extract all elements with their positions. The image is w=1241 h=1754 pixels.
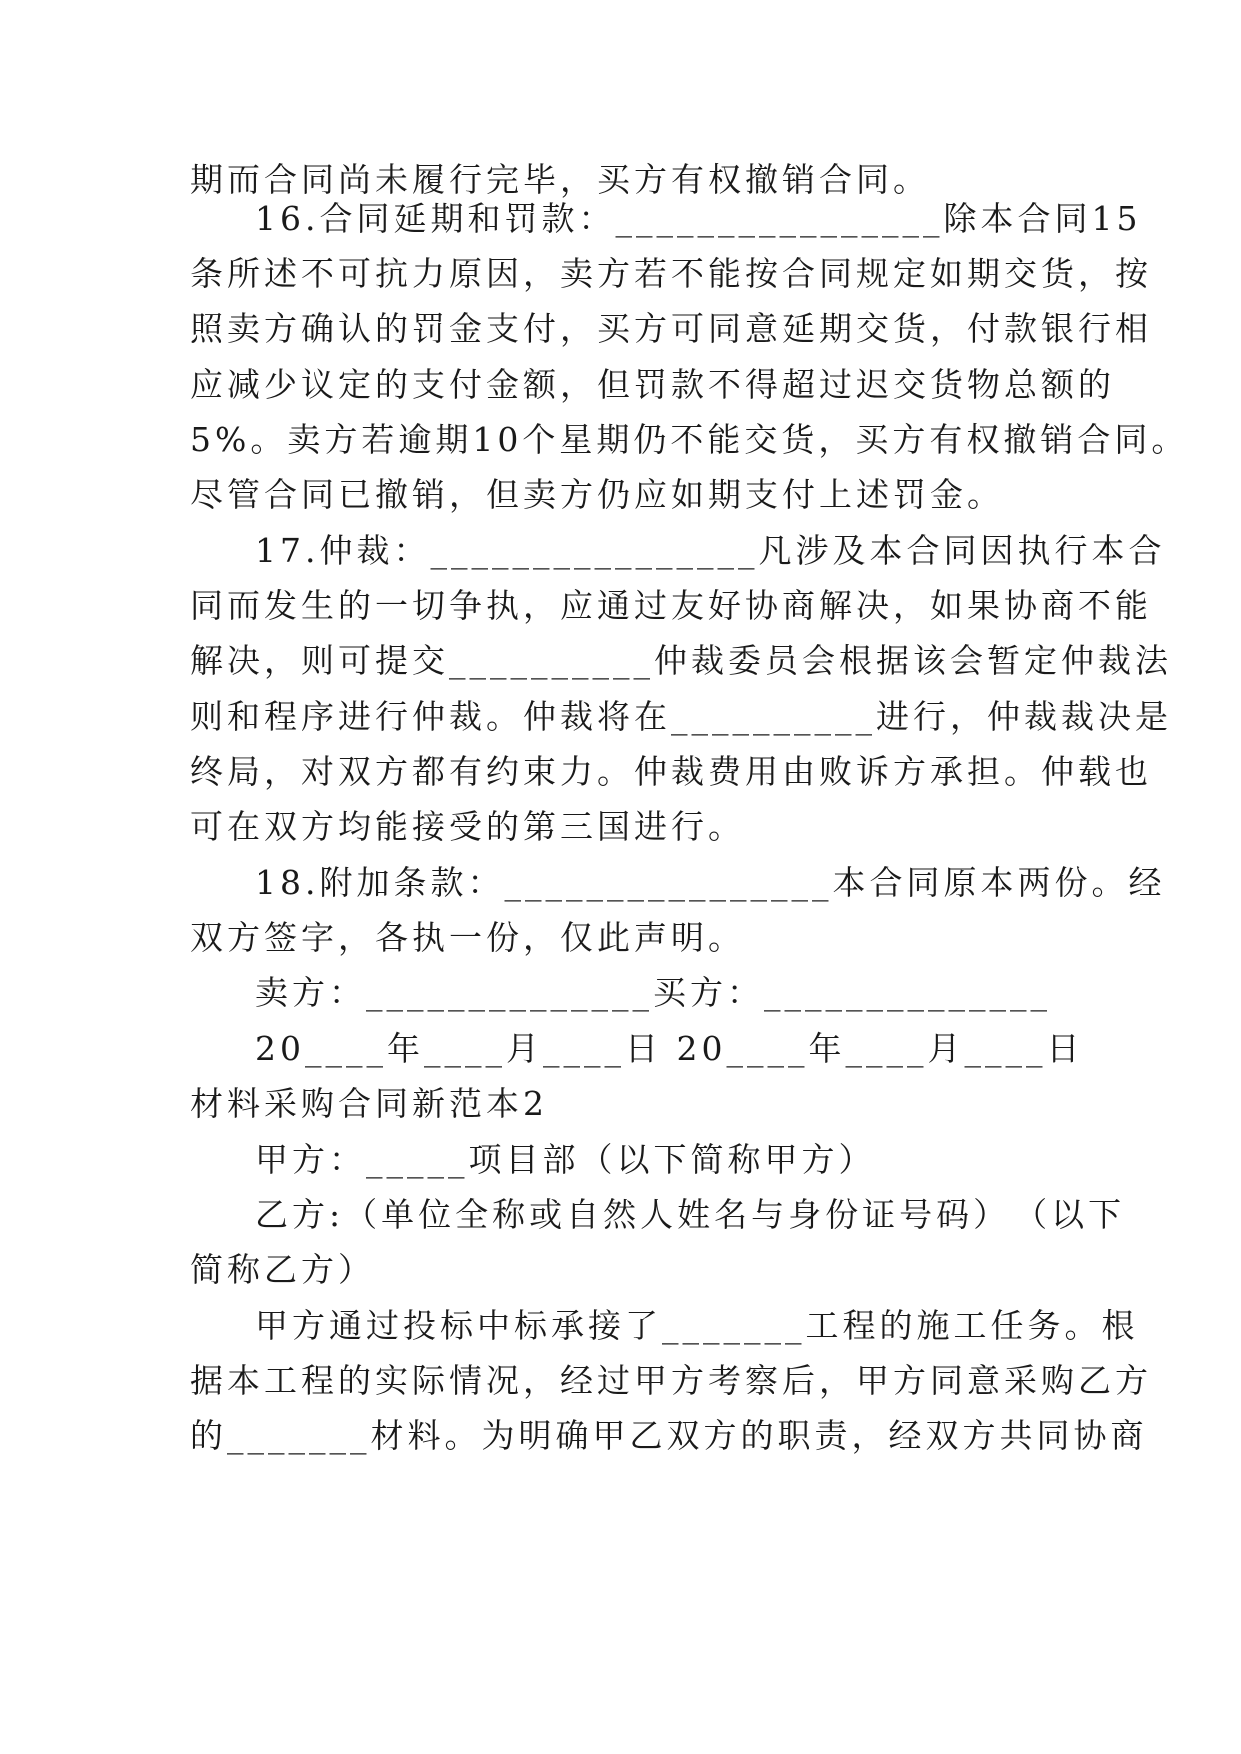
text-line: 终局，对双方都有约束力。仲裁费用由败诉方承担。仲载也: [190, 752, 1152, 791]
signature-line: 卖方：______________买方：______________: [255, 973, 1051, 1012]
text-line: 甲方：_____项目部（以下简称甲方）: [255, 1140, 876, 1179]
text-line: 据本工程的实际情况，经过甲方考察后，甲方同意采购乙方: [190, 1361, 1152, 1400]
text-line: 双方签字，各执一份，仅此声明。: [190, 918, 745, 957]
text-line: 的_______材料。为明确甲乙双方的职责，经双方共同协商: [190, 1416, 1148, 1455]
text-line: 尽管合同已撤销，但卖方仍应如期支付上述罚金。: [190, 475, 1004, 514]
text-line: 期而合同尚未履行完毕，买方有权撤销合同。: [190, 160, 930, 199]
text-line: 条所述不可抗力原因，卖方若不能按合同规定如期交货，按: [190, 254, 1152, 293]
section-title: 材料采购合同新范本2: [190, 1084, 548, 1123]
text-line: 应减少议定的支付金额，但罚款不得超过迟交货物总额的: [190, 365, 1115, 404]
text-line: 解决，则可提交__________仲裁委员会根据该会暂定仲裁法: [190, 641, 1172, 680]
text-line: 5%。卖方若逾期10个星期仍不能交货，买方有权撤销合同。: [190, 420, 1189, 459]
text-line: 甲方通过投标中标承接了_______工程的施工任务。根: [255, 1306, 1139, 1345]
text-line: 照卖方确认的罚金支付，买方可同意延期交货，付款银行相: [190, 309, 1152, 348]
date-line: 20____年____月____日 20____年____月____日: [255, 1029, 1084, 1068]
text-line: 简称乙方）: [190, 1250, 375, 1289]
text-line: 可在双方均能接受的第三国进行。: [190, 807, 745, 846]
text-line: 16.合同延期和罚款：________________除本合同15: [255, 199, 1142, 238]
text-line: 17.仲裁：________________凡涉及本合同因执行本合: [255, 531, 1166, 570]
text-line: 同而发生的一切争执，应通过友好协商解决，如果协商不能: [190, 586, 1152, 625]
text-line: 乙方:（单位全称或自然人姓名与身份证号码） （以下: [255, 1195, 1126, 1234]
text-line: 18.附加条款：________________本合同原本两份。经: [255, 863, 1166, 902]
text-line: 则和程序进行仲裁。仲裁将在__________进行，仲裁裁决是: [190, 697, 1172, 736]
